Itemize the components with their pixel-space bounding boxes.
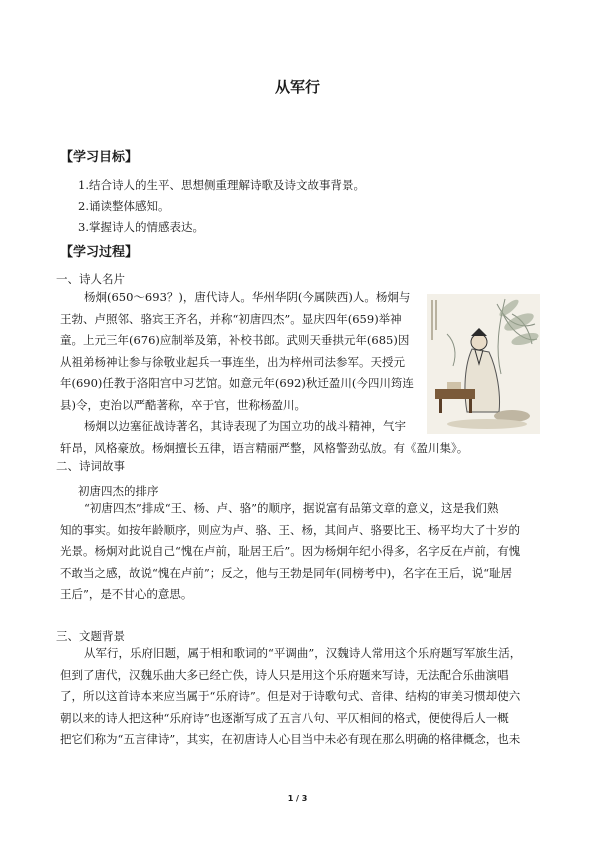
text-line: 轩昂，风格豪放。杨炯擅长五律，语言精丽严整，风格警劲弘放。有《盈川集》。 xyxy=(60,440,469,455)
text-line: 不敢当之感，故说“愧在卢前”；反之，他与王勃是同年(同榜考中)，名字在王后，说“耻居 xyxy=(60,565,513,580)
text-line: 从祖弟杨神让参与徐敬业起兵一事连坐，出为梓州司法参军。天授元 xyxy=(60,354,405,369)
story-subheading: 初唐四杰的排序 xyxy=(78,484,159,498)
section-heading-poet-card: 一、诗人名片 xyxy=(56,272,125,286)
story-paragraph xyxy=(60,498,520,606)
poet-bio-paragraph xyxy=(60,287,468,459)
text-line: 知的事实。如按年龄顺序，则应为卢、骆、王、杨，其间卢、骆要比王、杨平均大了十岁的 xyxy=(60,522,520,537)
text-line: 但到了唐代，汉魏乐曲大多已经亡佚，诗人只是用这个乐府题来写诗，无法配合乐曲演唱 xyxy=(60,667,509,682)
text-line: 王勃、卢照邻、骆宾王齐名，并称“初唐四杰”。显庆四年(659)举神 xyxy=(60,311,402,326)
text-line: 把它们称为“五言律诗”，其实，在初唐诗人心目当中未必有现在那么明确的格律概念，也未 xyxy=(60,732,521,746)
text-line: 朝以来的诗人把这种“乐府诗”也逐渐写成了五言八句、平仄相间的格式，便使得后人一概 xyxy=(60,710,509,725)
text-line: 童。上元三年(676)应制举及第，补校书郎。武则天垂拱元年(685)因 xyxy=(60,333,410,347)
text-line: 杨炯(650～693？)，唐代诗人。华州华阴(今属陕西)人。杨炯与 xyxy=(84,290,411,304)
text-line: 年(690)任教于洛阳宫中习艺馆。如意元年(692)秋迁盈川(今四川筠连 xyxy=(60,376,414,390)
goal-item: 1.结合诗人的生平、思想侧重理解诗歌及诗文故事背景。 xyxy=(78,178,365,192)
text-line: 从军行，乐府旧题，属于相和歌词的“平调曲”，汉魏诗人常用这个乐府题写军旅生活， xyxy=(84,646,522,660)
learning-process-heading: 【学习过程】 xyxy=(60,245,139,260)
text-line: 县)令，吏治以严酷著称，卒于官，世称杨盈川。 xyxy=(60,397,306,412)
section-heading-poem-story: 二、诗词故事 xyxy=(56,459,125,473)
goal-item: 3.掌握诗人的情感表达。 xyxy=(78,220,204,234)
text-line: 杨炯以边塞征战诗著名，其诗表现了为国立功的战斗精神，气宇 xyxy=(84,419,406,433)
text-line: 王后”，是不甘心的意思。 xyxy=(60,587,193,601)
poet-portrait-image xyxy=(427,294,540,434)
learning-goals-heading: 【学习目标】 xyxy=(60,150,139,165)
background-paragraph xyxy=(60,643,521,751)
goal-item: 2.诵读整体感知。 xyxy=(78,199,170,213)
page-title: 从军行 xyxy=(274,78,320,96)
text-line: “初唐四杰”排成“王、杨、卢、骆”的顺序，据说富有品第文章的意义，这是我们熟 xyxy=(84,501,499,515)
text-line: 了，所以这首诗本来应当属于“乐府诗”。但是对于诗歌句式、音律、结构的审美习惯却使六 xyxy=(60,689,521,703)
section-heading-title-background: 三、文题背景 xyxy=(56,629,125,643)
text-line: 光景。杨炯对此说自己“愧在卢前，耻居王后”。因为杨炯年纪小得多，名字反在卢前，有愧 xyxy=(60,544,521,558)
page-number: 1 / 3 xyxy=(287,794,308,803)
